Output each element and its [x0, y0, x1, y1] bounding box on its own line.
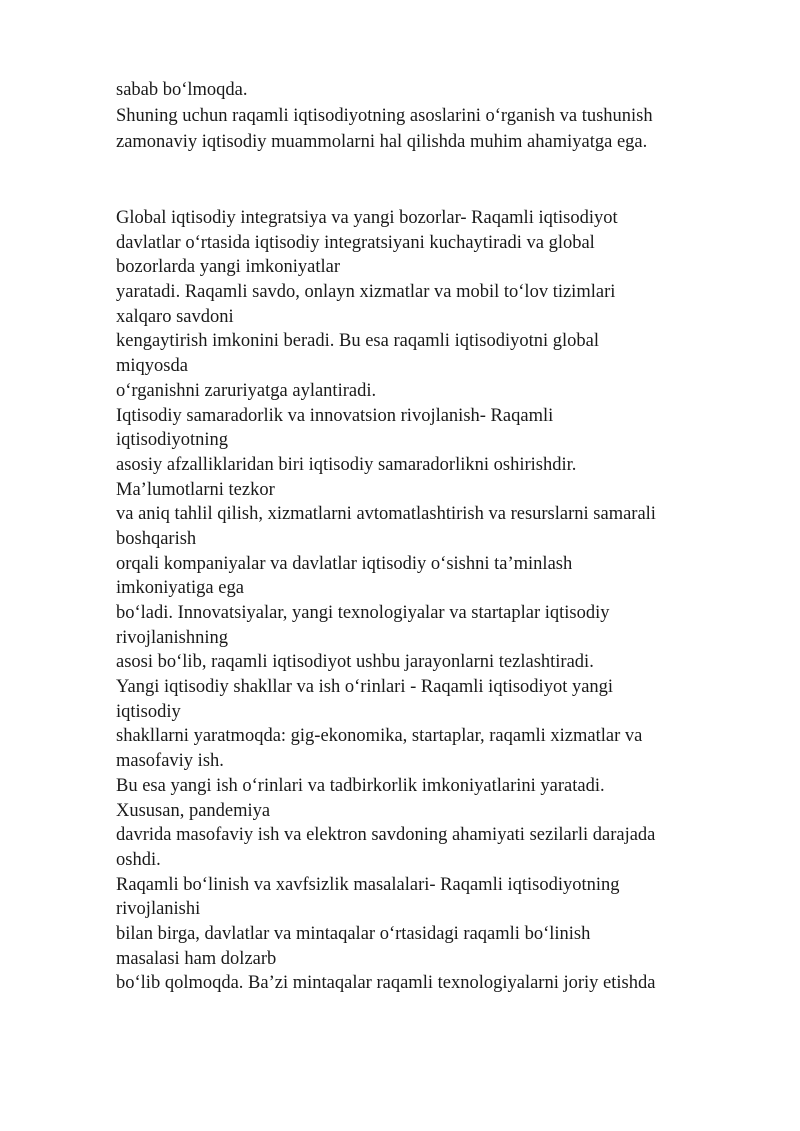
- text-line: Bu esa yangi ish o‘rinlari va tadbirkorlik imkoniyatlarini yaratadi.: [116, 775, 605, 796]
- text-line: sabab bo‘lmoqda.: [116, 80, 248, 100]
- text-line: yaratadi. Raqamli savdo, onlayn xizmatlar va mobil to‘lov tizimlari: [116, 282, 616, 303]
- text-line: asosi bo‘lib, raqamli iqtisodiyot ushbu jarayonlarni tezlashtiradi.: [116, 652, 594, 673]
- text-line: xalqaro savdoni: [116, 306, 234, 327]
- text-line: rivojlanishning: [116, 627, 229, 648]
- text-line: masofaviy ish.: [116, 751, 224, 772]
- text-line: kengaytirish imkonini beradi. Bu esa raqamli iqtisodiyotni global: [116, 331, 599, 352]
- text-line: orqali kompaniyalar va davlatlar iqtisodiy o‘sishni ta’minlash: [116, 553, 573, 574]
- text-line: rivojlanishi: [116, 899, 201, 920]
- text-line: zamonaviy iqtisodiy muammolarni hal qilishda muhim ahamiyatga ega.: [116, 132, 648, 153]
- text-line: bo‘lib qolmoqda. Ba’zi mintaqalar raqamli texnologiyalarni joriy etishda: [116, 973, 656, 994]
- text-line: bo‘ladi. Innovatsiyalar, yangi texnologiyalar va startaplar iqtisodiy: [116, 603, 610, 623]
- text-line: bozorlarda yangi imkoniyatlar: [116, 257, 340, 278]
- text-line: Xususan, pandemiya: [116, 800, 271, 821]
- text-line: Ma’lumotlarni tezkor: [116, 479, 275, 500]
- text-line: davlatlar o‘rtasida iqtisodiy integratsiyani kuchaytiradi va global: [116, 232, 595, 253]
- text-line: asosiy afzalliklaridan biri iqtisodiy samaradorlikni oshirishdir.: [116, 454, 577, 475]
- text-line: bilan birga, davlatlar va mintaqalar o‘rtasidagi raqamli bo‘linish: [116, 923, 591, 944]
- text-line: miqyosda: [116, 356, 188, 377]
- text-line: o‘rganishni zaruriyatga aylantiradi.: [116, 380, 377, 401]
- text-line: imkoniyatiga ega: [116, 578, 244, 599]
- text-line: shakllarni yaratmoqda: gig-ekonomika, startaplar, raqamli xizmatlar va: [116, 726, 643, 747]
- text-line: Iqtisodiy samaradorlik va innovatsion rivojlanish- Raqamli: [116, 405, 554, 426]
- text-line: iqtisodiy: [116, 701, 181, 722]
- text-line: oshdi.: [116, 849, 161, 870]
- body-text: [116, 206, 756, 996]
- text-line: va aniq tahlil qilish, xizmatlarni avtomatlashtirish va resurslarni samarali: [116, 504, 656, 525]
- text-line: iqtisodiyotning: [116, 430, 229, 451]
- text-line: masalasi ham dolzarb: [116, 948, 277, 969]
- text-line: boshqarish: [116, 528, 197, 549]
- text-line: Yangi iqtisodiy shakllar va ish o‘rinlari - Raqamli iqtisodiyot yangi: [116, 677, 614, 698]
- text-line: Raqamli bo‘linish va xavfsizlik masalalari- Raqamli iqtisodiyotning: [116, 874, 620, 895]
- text-line: davrida masofaviy ish va elektron savdoning ahamiyati sezilarli darajada: [116, 825, 656, 846]
- text-line: Global iqtisodiy integratsiya va yangi bozorlar- Raqamli iqtisodiyot: [116, 208, 618, 228]
- intro-paragraph: [116, 77, 756, 156]
- text-line: Shuning uchun raqamli iqtisodiyotning asoslarini o‘rganish va tushunish: [116, 106, 653, 127]
